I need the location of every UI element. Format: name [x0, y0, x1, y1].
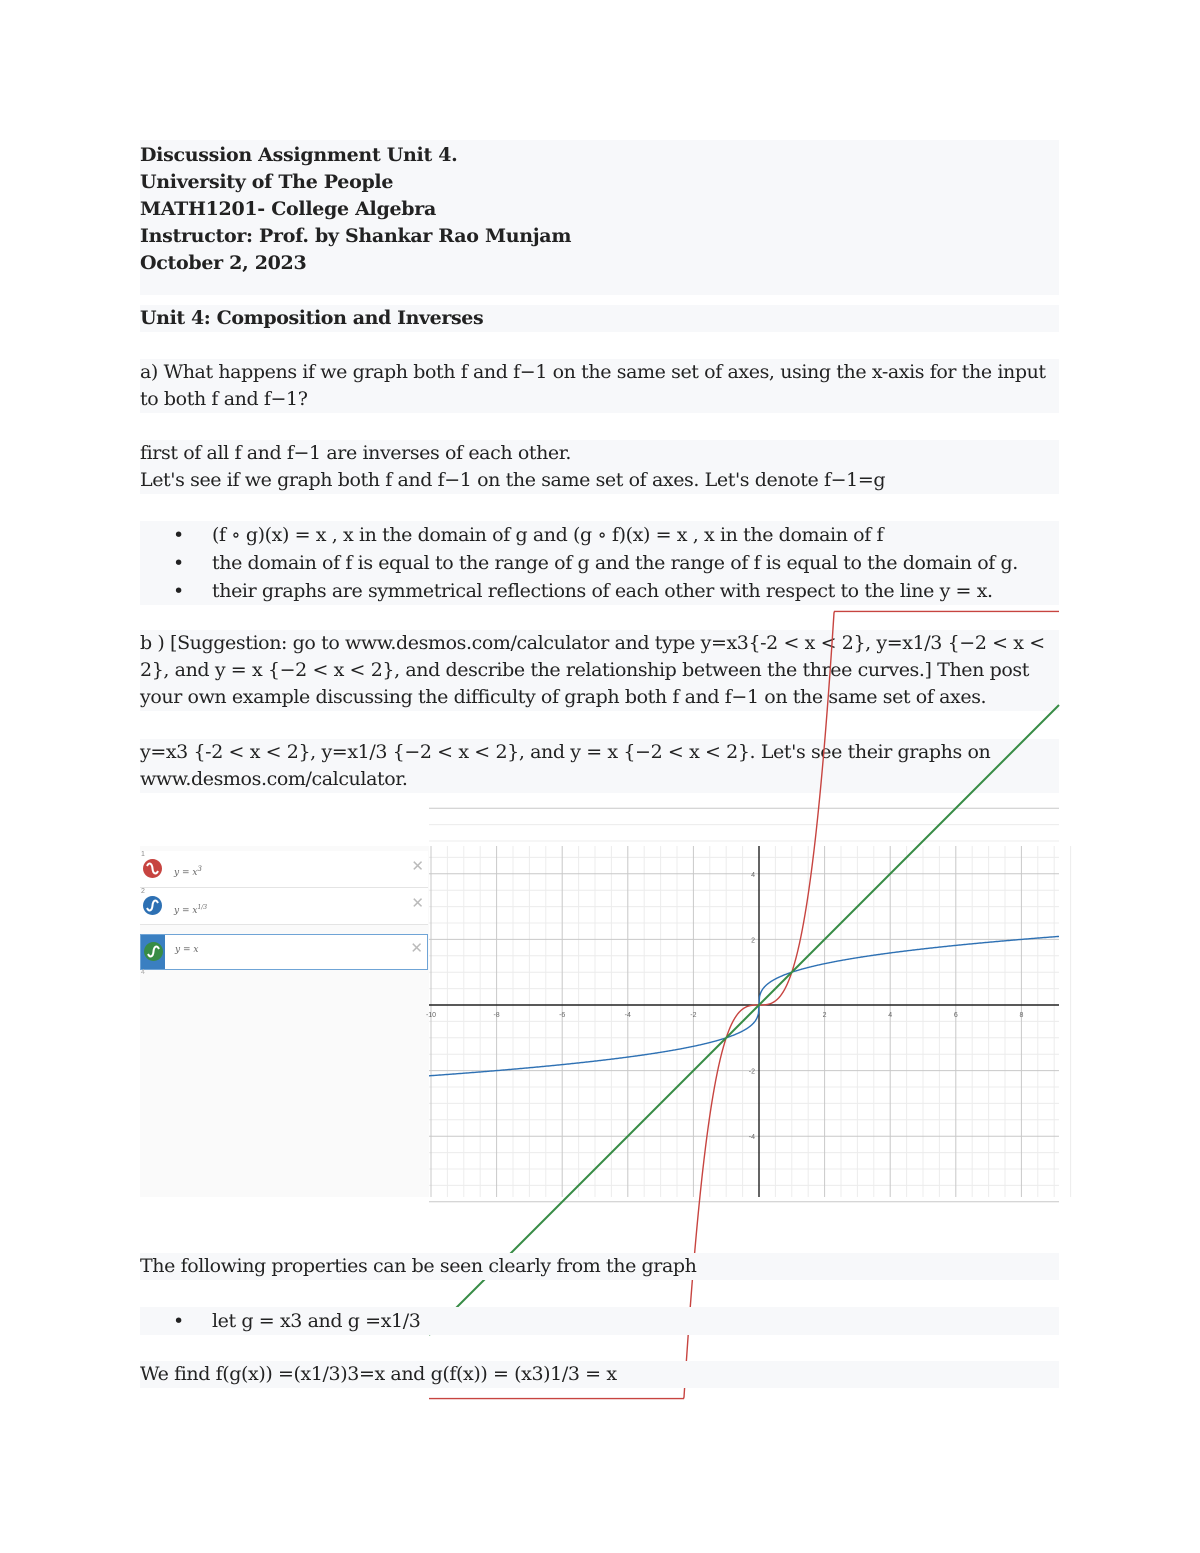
bullet-list-b	[140, 1307, 1059, 1335]
header-line-date: October 2, 2023	[140, 252, 307, 274]
wave-icon[interactable]	[143, 859, 162, 878]
expression-row-1[interactable]	[140, 851, 428, 888]
header-line-university: University of The People	[140, 171, 394, 193]
followup-text: The following properties can be seen clearly from the graph	[140, 1253, 1059, 1280]
unit-title: Unit 4: Composition and Inverses	[140, 305, 1059, 332]
header-line-title: Discussion Assignment Unit 4.	[140, 144, 458, 166]
desmos-screenshot	[140, 846, 1059, 1197]
wave-icon[interactable]	[144, 942, 163, 961]
tick-labels	[426, 872, 1024, 1141]
expression-number: 2	[141, 888, 145, 895]
y-tick-label: 2	[751, 937, 755, 945]
answer-a	[140, 440, 1059, 494]
question-a: a) What happens if we graph both f and f−1 on the same set of axes, using the x-axis for the input to both f and f−1?	[140, 359, 1059, 413]
x-tick-label: 2	[822, 1012, 827, 1019]
expression-row-2[interactable]	[140, 888, 428, 925]
list-item: • their graphs are symmetrical reflections of each other with respect to the line y = x.	[140, 577, 1059, 605]
expression-text: y = x	[175, 945, 199, 955]
series-line-3	[429, 705, 1059, 1335]
expression-text: $y = x^3$	[174, 865, 202, 878]
expression-badge	[140, 851, 164, 887]
empty-row-number: 4	[141, 969, 145, 976]
close-icon[interactable]: ✕	[411, 895, 424, 912]
close-icon[interactable]: ✕	[411, 858, 424, 875]
y-tick-label: -4	[748, 1134, 755, 1142]
answer-b: y=x3 {-2 < x < 2}, y=x1/3 {−2 < x < 2}, and y = x {−2 < x < 2}. Let's see their graphs on www.desmos.com/calculator.	[140, 739, 1059, 793]
conclusion-text: We find f(g(x)) =(x1/3)3=x and g(f(x)) = (x3)1/3 = x	[140, 1361, 1059, 1388]
x-tick-label: -8	[493, 1012, 500, 1019]
list-item: • (f ∘ g)(x) = x , x in the domain of g and (g ∘ f)(x) = x , x in the domain of f	[140, 521, 1059, 549]
x-tick-label: -6	[559, 1012, 566, 1019]
expression-badge	[140, 888, 164, 924]
series-line-2	[429, 936, 1059, 1075]
wave-icon[interactable]	[143, 896, 162, 915]
list-item: • let g = x3 and g =x1/3	[140, 1307, 1059, 1335]
y-tick-label: -2	[748, 1068, 755, 1076]
expression-panel	[140, 846, 429, 1197]
bullet-list-a	[140, 521, 1059, 605]
x-tick-label: 4	[888, 1012, 893, 1019]
expression-number: 1	[141, 851, 145, 858]
x-tick-label: 6	[953, 1012, 958, 1019]
header-line-course: MATH1201- College Algebra	[140, 198, 436, 220]
answer-a-line-2: Let's see if we graph both f and f−1 on the same set of axes. Let's denote f−1=g	[140, 469, 886, 491]
x-tick-label: -2	[690, 1012, 697, 1019]
graph-canvas[interactable]	[425, 846, 1059, 1197]
answer-a-line-1: first of all f and f−1 are inverses of each other.	[140, 442, 572, 464]
x-tick-label: -4	[624, 1012, 631, 1019]
header-line-instructor: Instructor: Prof. by Shankar Rao Munjam	[140, 225, 572, 247]
expression-row-3[interactable]	[140, 934, 428, 970]
x-tick-label: -10	[425, 1012, 437, 1019]
question-b: b ) [Suggestion: go to www.desmos.com/calculator and type y=x3{-2 < x < 2}, y=x1/3 {−2 < x < 2}, and y = x {−2 < x < 2}, and describe the relationship between the three curves.] Then post your own example discussing the difficulty of graph both f and f−1 on the same set of axes.	[140, 630, 1059, 711]
list-item: • the domain of f is equal to the range of g and the range of f is equal to the domain of g.	[140, 549, 1059, 577]
y-tick-label: 4	[751, 871, 755, 879]
expression-badge	[141, 935, 165, 969]
document-header	[140, 140, 1059, 295]
x-tick-label: 8	[1019, 1012, 1024, 1019]
close-icon[interactable]: ✕	[410, 940, 423, 957]
expression-text: $y = x^{1/3}$	[174, 904, 208, 916]
